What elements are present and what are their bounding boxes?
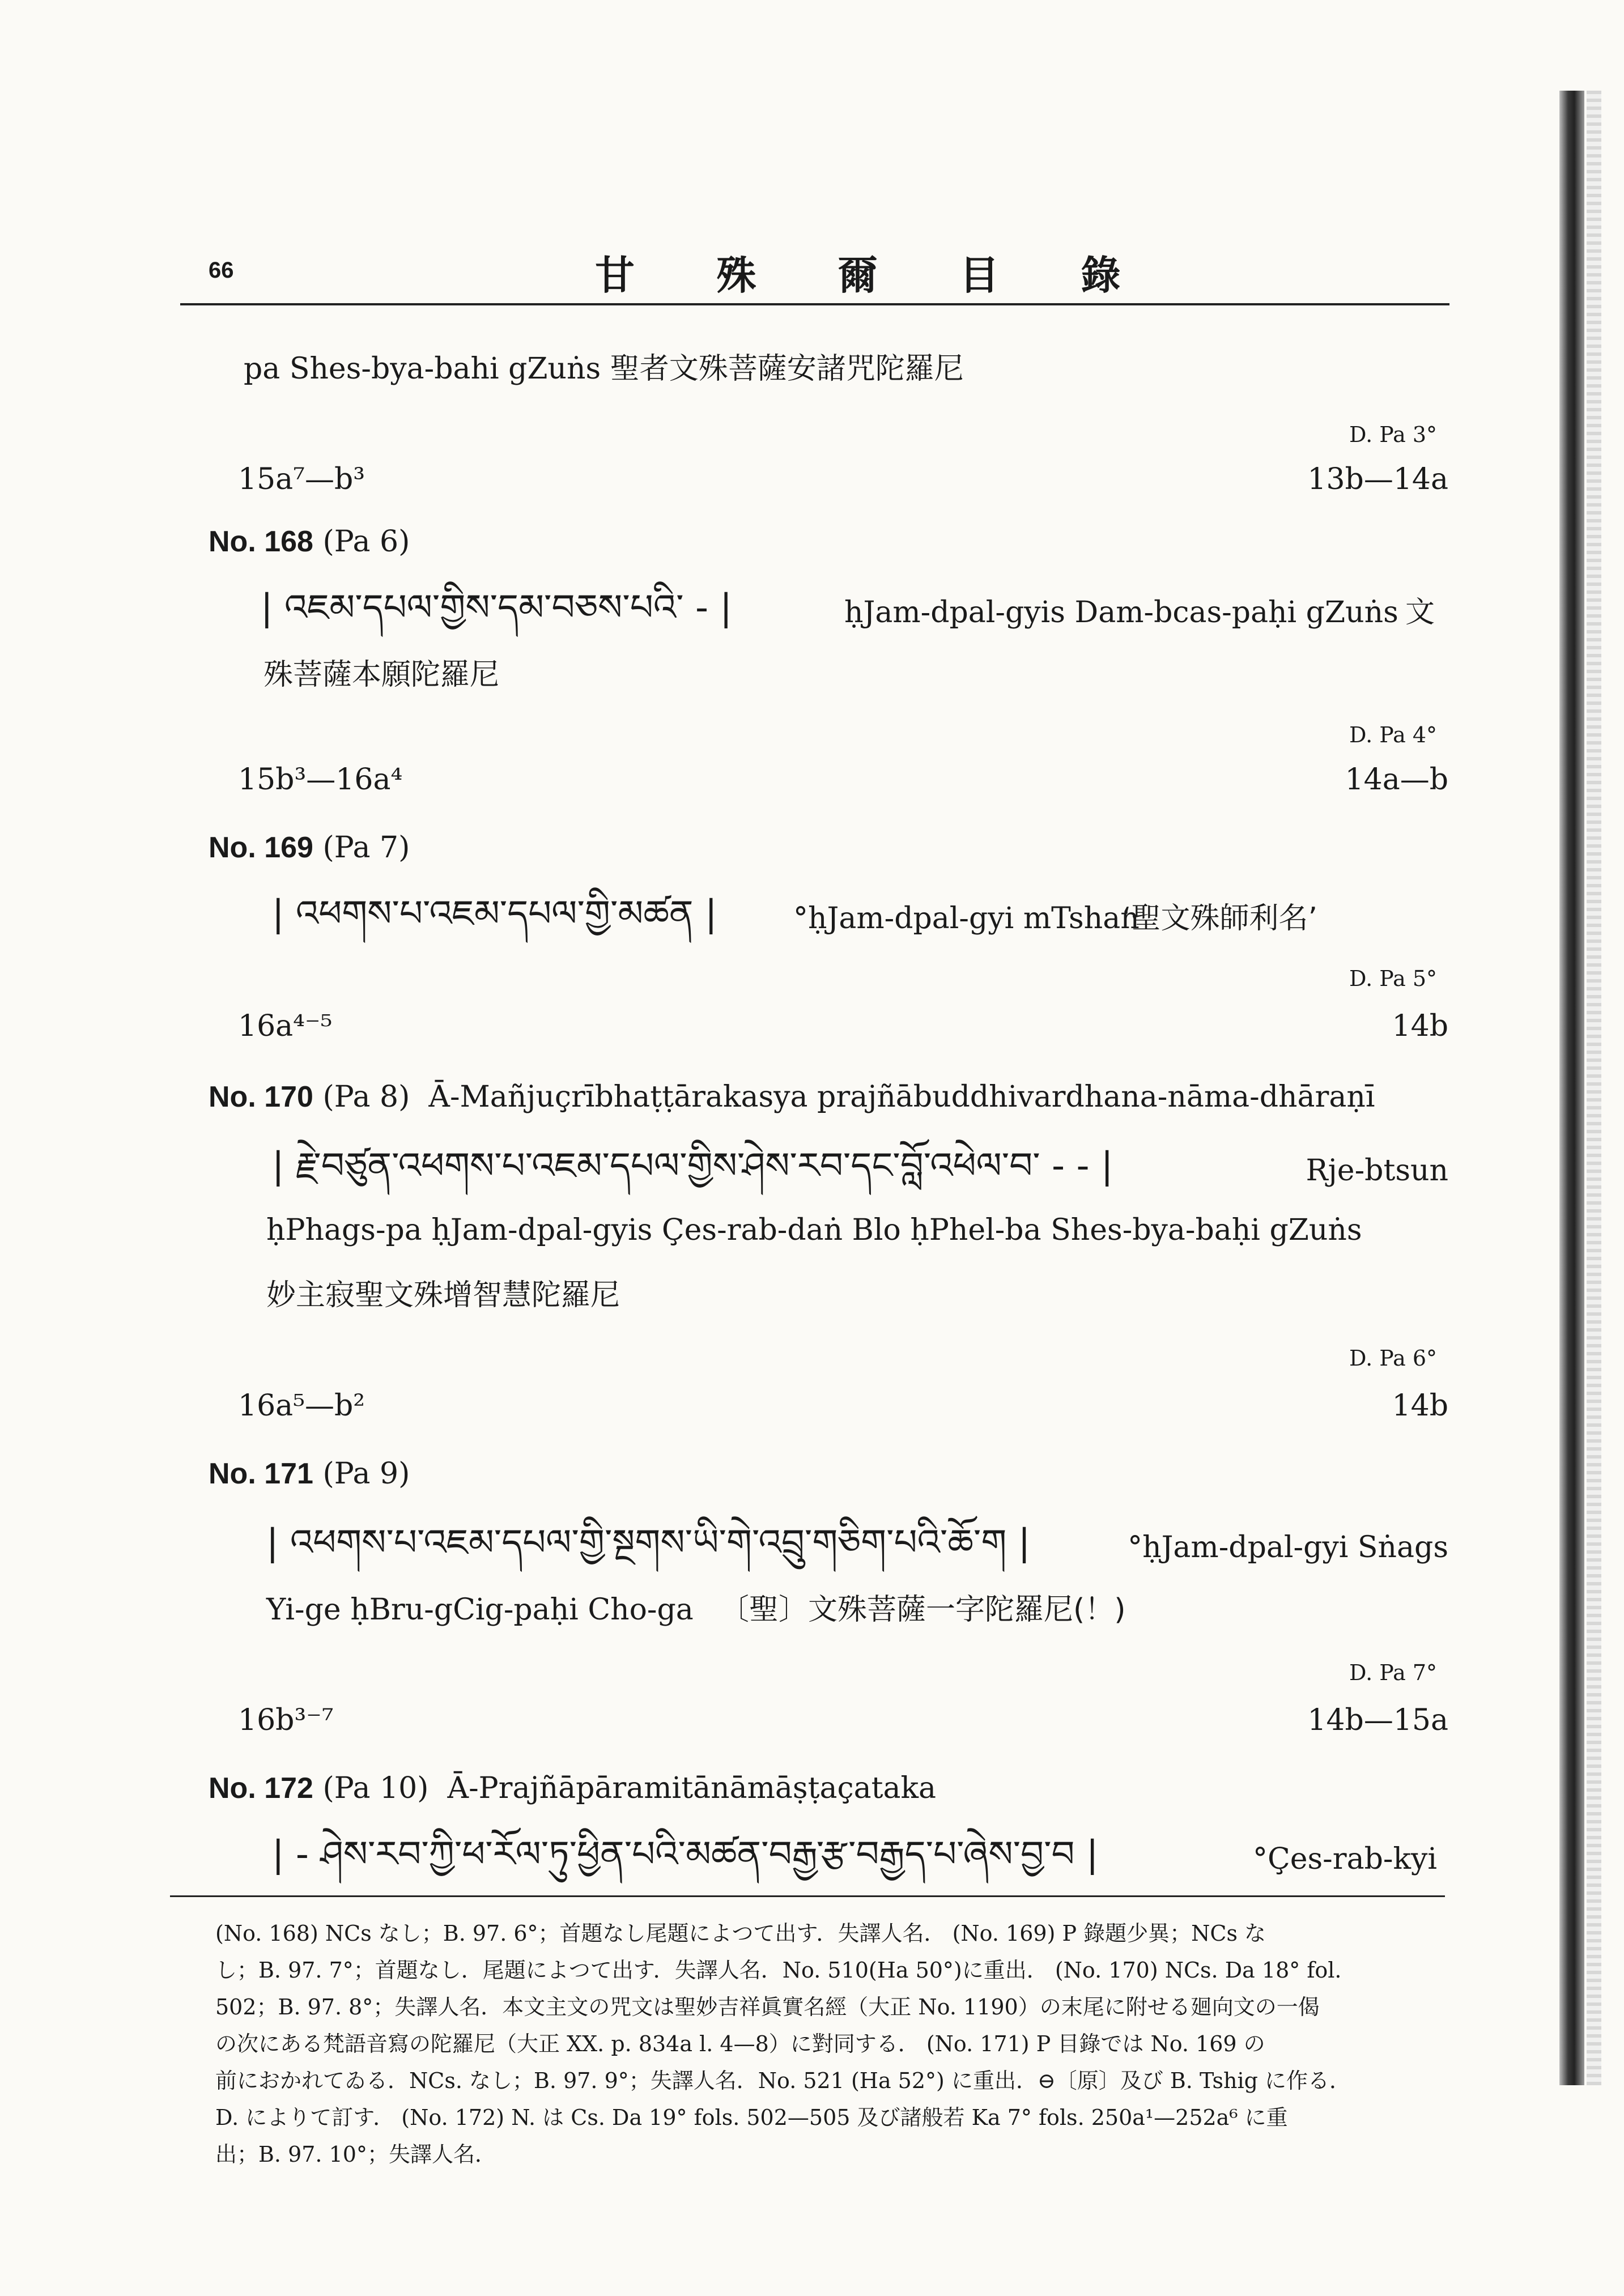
tibetan-title: | - ཤེས་རབ་ཀྱི་ཕ་རོལ་ཏུ་ཕྱིན་པའི་མཚན་བརྒྱ་རྩ་བརྒྱད་པ་ཞེས་བྱ་བ | — [272, 1834, 1099, 1876]
footnote-line: 502；B. 97. 8°；失譯人名．本文主文の咒文は聖妙吉祥眞實名經（大正 No. 1190）の末尾に附せる廻向文の一偈 — [215, 1995, 1320, 2019]
tibetan-title: | འཕགས་པ་འཇམ་དཔལ་གྱི་མཚན | — [272, 893, 717, 935]
entry-header — [209, 524, 410, 559]
tibetan-title: | འཕགས་པ་འཇམ་དཔལ་གྱི་སྔགས་ཡི་གེ་འབྲུ་གཅིག་པའི་ཆོ་ག | — [266, 1522, 1031, 1564]
entry-header — [209, 1456, 410, 1491]
footnote-line: 前におかれてゐる．NCs. なし；B. 97. 9°；失譯人名．No. 521 (Ha 52°) に重出．⊖〔原〕及び B. Tshig に作る． — [215, 2068, 1351, 2093]
dref: D. Pa 4° — [1349, 722, 1437, 747]
footnote-line: の次にある梵語音寫の陀羅尼（大正 XX. p. 834a l. 4—8）に對同する． (No. 171) P 目錄では No. 169 の — [215, 2031, 1265, 2056]
footnote-rule — [170, 1895, 1445, 1897]
entry-number: No. 172 — [209, 1772, 313, 1805]
folio-left: 16a⁵—b² — [238, 1389, 365, 1423]
dref: D. Pa 6° — [1349, 1346, 1437, 1371]
roman-title: ḥPhags-pa ḥJam-dpal-gyis Çes-rab-daṅ Blo ḥPhel-ba Shes-bya-baḥi gZuṅs — [266, 1213, 1362, 1247]
running-title: 甘 殊 爾 目 錄 — [595, 252, 1155, 299]
roman-title-start: °Çes-rab-kyi — [1252, 1842, 1437, 1876]
folio-right: 14a—b — [1345, 763, 1448, 797]
entry-number: No. 168 — [209, 525, 313, 558]
dref: D. Pa 5° — [1349, 966, 1437, 991]
chinese-title: 殊菩薩本願陀羅尼 — [263, 658, 500, 692]
entry-pa: (Pa 9) — [322, 1457, 410, 1491]
entry-pa: (Pa 6) — [322, 525, 410, 559]
roman-title: ḥJam-dpal-gyis Dam-bcas-paḥi gZuṅs — [844, 596, 1398, 630]
folio-left: 16a⁴⁻⁵ — [238, 1009, 333, 1043]
roman-title-start: °ḥJam-dpal-gyi Sṅags — [1128, 1530, 1448, 1564]
header-rule — [180, 303, 1449, 305]
entry-number: No. 170 — [209, 1081, 313, 1113]
footnote-line: D. によりて訂す． (No. 172) N. は Cs. Da 19° fols. 502—505 及び諸般若 Ka 7° fols. 250a¹—252a⁶ に重 — [215, 2105, 1288, 2130]
chinese-title: 妙主寂聖文殊增智慧陀羅尼 — [266, 1278, 620, 1312]
entry-number: No. 171 — [209, 1457, 313, 1490]
book-edge-shadow — [1587, 91, 1601, 2085]
entry-pa: (Pa 7) — [322, 831, 410, 865]
folio-right: 14b—15a — [1307, 1703, 1448, 1737]
folio-right: 13b—14a — [1307, 462, 1448, 496]
dref: D. Pa 3° — [1349, 422, 1437, 447]
sanskrit-title: Ā-Mañjuçrībhaṭṭārakasya prajñābuddhivardhana-nāma-dhāraṇī — [428, 1080, 1375, 1114]
chinese-title: 〔聖〕文殊菩薩一字陀羅尼(！) — [720, 1593, 1126, 1627]
folio-left: 16b³⁻⁷ — [238, 1703, 334, 1737]
entry-header — [209, 830, 410, 865]
folio-right: 14b — [1392, 1009, 1448, 1043]
book-edge — [1559, 91, 1584, 2085]
roman-title: Yi-ge ḥBru-gCig-paḥi Cho-ga — [266, 1593, 694, 1627]
tibetan-title: | འཇམ་དཔལ་གྱིས་དམ་བཅས་པའི་ - | — [261, 587, 732, 629]
dref: D. Pa 7° — [1349, 1660, 1437, 1685]
continued-title-line: pa Shes-bya-bahi gZuṅs 聖者文殊菩薩安諸咒陀羅尼 — [244, 352, 964, 386]
folio-left: 15a⁷—b³ — [238, 462, 365, 496]
page-number: 66 — [209, 258, 234, 283]
tibetan-title: | རྗེ་བཙུན་འཕགས་པ་འཇམ་དཔལ་གྱིས་ཤེས་རབ་དང་བློ་འཕེལ་བ་ - - | — [272, 1145, 1113, 1187]
folio-right: 14b — [1392, 1389, 1448, 1423]
entry-pa: (Pa 10) — [322, 1771, 429, 1805]
folio-left: 15b³—16a⁴ — [238, 763, 403, 797]
entry-number: No. 169 — [209, 831, 313, 864]
entry-pa: (Pa 8) — [322, 1080, 410, 1114]
entry-header — [209, 1771, 936, 1806]
footnote-line: (No. 168) NCs なし；B. 97. 6°；首題なし尾題によつて出す．失譯人名． (No. 169) P 錄題少異；NCs な — [215, 1921, 1266, 1946]
roman-title: °ḥJam-dpal-gyi mTshan — [793, 902, 1140, 936]
chinese-title: ‘聖文殊師利名’ — [1122, 902, 1318, 936]
entry-header — [209, 1079, 1375, 1115]
footnote-line: 出；B. 97. 10°；失譯人名． — [215, 2142, 496, 2167]
footnote-line: し；B. 97. 7°；首題なし．尾題によつて出す．失譯人名．No. 510(Ha 50°)に重出． (No. 170) NCs. Da 18° fol. — [215, 1958, 1342, 1983]
roman-title-start: Rje-btsun — [1306, 1154, 1448, 1188]
sanskrit-title: Ā-Prajñāpāramitānāmāṣṭaçataka — [447, 1771, 937, 1805]
chinese-title-lead: 文 — [1405, 596, 1435, 630]
